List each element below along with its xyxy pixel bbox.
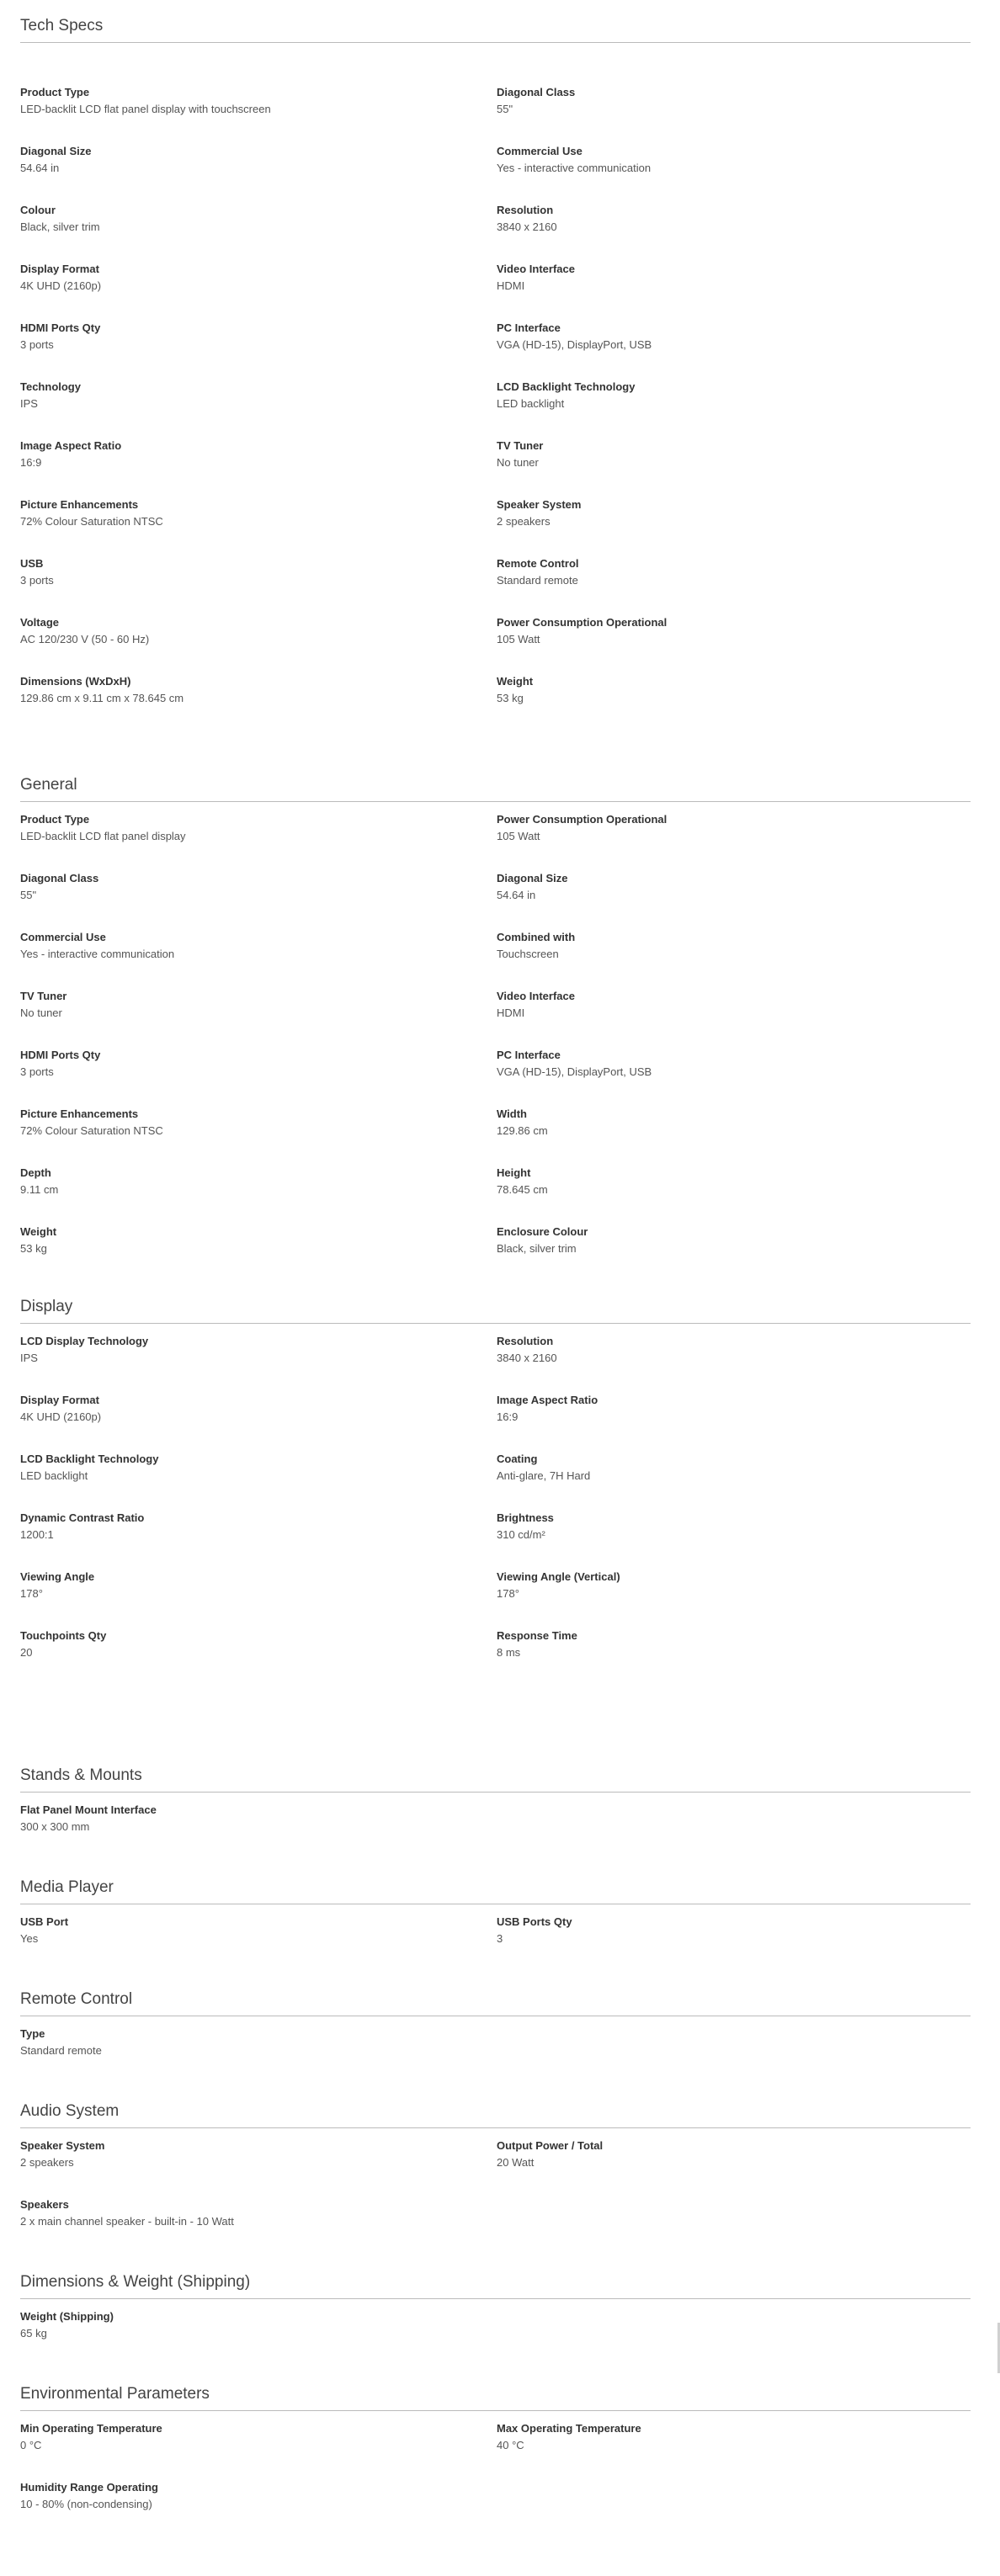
spec-item [497, 261, 951, 295]
spec-value: 178° [20, 1587, 43, 1600]
spec-item [20, 261, 475, 295]
spec-value: 1200:1 [20, 1528, 54, 1541]
spec-item [20, 202, 475, 236]
spec-item [497, 84, 951, 118]
spec-value: Anti-glare, 7H Hard [497, 1469, 591, 1482]
spec-item [20, 988, 475, 1022]
spec-value: 0 °C [20, 2439, 42, 2451]
spec-item [497, 202, 951, 236]
spec-label: Product Type [20, 86, 90, 98]
spec-label: Video Interface [497, 263, 575, 275]
spec-item [497, 673, 951, 707]
spec-value: 3 ports [20, 338, 54, 351]
spec-value: AC 120/230 V (50 - 60 Hz) [20, 633, 150, 645]
spec-label: Depth [20, 1166, 51, 1179]
spec-label: Type [20, 2027, 45, 2040]
spec-item [497, 870, 951, 904]
spec-value: 3 [497, 1932, 503, 1945]
section-title: Stands & Mounts [20, 1766, 142, 1784]
spec-value: 129.86 cm [497, 1124, 548, 1137]
spec-label: Display Format [20, 1394, 99, 1406]
spec-label: Touchpoints Qty [20, 1629, 107, 1642]
spec-label: Commercial Use [20, 931, 106, 943]
section-title: Dimensions & Weight (Shipping) [20, 2273, 251, 2291]
spec-item [497, 1106, 951, 1139]
spec-item [20, 1628, 475, 1661]
spec-label: Viewing Angle (Vertical) [497, 1570, 620, 1583]
spec-value: 16:9 [20, 456, 42, 469]
spec-value: 4K UHD (2160p) [20, 279, 102, 292]
spec-label: Response Time [497, 1629, 577, 1642]
spec-label: Image Aspect Ratio [20, 439, 122, 452]
spec-item [497, 1333, 951, 1367]
spec-label: Max Operating Temperature [497, 2422, 641, 2435]
spec-value: No tuner [497, 456, 539, 469]
spec-label: Speakers [20, 2198, 69, 2211]
spec-item [20, 1392, 475, 1426]
spec-label: Display Format [20, 263, 99, 275]
spec-value: 2 x main channel speaker - built-in - 10 Watt [20, 2215, 234, 2228]
section-divider [20, 1323, 971, 1324]
spec-value: 10 - 80% (non-condensing) [20, 2498, 152, 2510]
section-title: General [20, 776, 77, 794]
spec-label: Width [497, 1107, 527, 1120]
spec-value: 40 °C [497, 2439, 524, 2451]
section-title: Tech Specs [20, 17, 104, 35]
spec-item [497, 1392, 951, 1426]
spec-value: No tuner [20, 1006, 62, 1019]
spec-item [20, 1333, 475, 1367]
spec-label: Enclosure Colour [497, 1225, 588, 1238]
spec-item [497, 614, 951, 648]
spec-item [20, 1802, 475, 1835]
spec-value: 20 Watt [497, 2156, 535, 2169]
spec-label: Product Type [20, 813, 90, 826]
section-general [20, 773, 971, 1255]
spec-item [497, 1224, 951, 1257]
spec-value: HDMI [497, 1006, 525, 1019]
spec-value: 2 speakers [20, 2156, 74, 2169]
spec-value: 9.11 cm [20, 1183, 59, 1196]
spec-value: LED backlight [497, 397, 565, 410]
spec-label: Power Consumption Operational [497, 813, 668, 826]
spec-value: HDMI [497, 279, 525, 292]
spec-label: Diagonal Class [497, 86, 576, 98]
spec-item [20, 84, 475, 118]
spec-value: 129.86 cm x 9.11 cm x 78.645 cm [20, 692, 184, 704]
spec-item [20, 2308, 475, 2342]
spec-value: Black, silver trim [20, 220, 100, 233]
spec-label: Coating [497, 1453, 538, 1465]
spec-label: Colour [20, 204, 56, 216]
spec-value: Yes [20, 1932, 39, 1945]
spec-item [20, 2196, 475, 2230]
section-audio-system [20, 2099, 971, 2228]
spec-item [20, 929, 475, 963]
spec-label: Voltage [20, 616, 59, 629]
spec-label: HDMI Ports Qty [20, 321, 101, 334]
spec-item [20, 555, 475, 589]
spec-item [20, 870, 475, 904]
spec-label: USB Port [20, 1915, 69, 1928]
spec-value: 8 ms [497, 1646, 521, 1659]
spec-value: 3840 x 2160 [497, 1352, 557, 1364]
spec-item [20, 2138, 475, 2171]
spec-label: Commercial Use [497, 145, 582, 157]
spec-value: IPS [20, 397, 38, 410]
spec-label: Height [497, 1166, 531, 1179]
spec-label: Speaker System [497, 498, 582, 511]
spec-value: 178° [497, 1587, 519, 1600]
spec-label: USB [20, 557, 44, 570]
spec-item [497, 1914, 951, 1947]
section-title: Audio System [20, 2102, 120, 2120]
section-divider [20, 801, 971, 802]
spec-value: VGA (HD-15), DisplayPort, USB [497, 338, 652, 351]
spec-value: 3 ports [20, 1065, 54, 1078]
spec-value: 78.645 cm [497, 1183, 548, 1196]
spec-label: LCD Backlight Technology [497, 380, 636, 393]
spec-value: 72% Colour Saturation NTSC [20, 1124, 163, 1137]
spec-label: Dynamic Contrast Ratio [20, 1511, 145, 1524]
section-divider [20, 2298, 971, 2299]
section-remote-control [20, 1987, 971, 2057]
section-divider [20, 2410, 971, 2411]
spec-value: 72% Colour Saturation NTSC [20, 515, 163, 528]
spec-label: Humidity Range Operating [20, 2481, 158, 2494]
spec-label: Video Interface [497, 990, 575, 1002]
spec-item [497, 2420, 951, 2454]
spec-value: IPS [20, 1352, 38, 1364]
spec-label: LCD Backlight Technology [20, 1453, 159, 1465]
spec-value: 53 kg [20, 1242, 47, 1255]
spec-item [497, 555, 951, 589]
spec-value: Standard remote [20, 2044, 102, 2057]
spec-value: LED-backlit LCD flat panel display with touchscreen [20, 103, 271, 115]
section-title: Remote Control [20, 1990, 133, 2008]
spec-label: Remote Control [497, 557, 579, 570]
spec-value: 55" [497, 103, 513, 115]
spec-item [20, 673, 475, 707]
section-stands-mounts [20, 1763, 971, 1833]
spec-item [497, 320, 951, 353]
spec-item [20, 1510, 475, 1543]
spec-value: LED-backlit LCD flat panel display [20, 830, 186, 842]
spec-label: Dimensions (WxDxH) [20, 675, 131, 688]
section-display [20, 1294, 971, 1659]
spec-label: Technology [20, 380, 81, 393]
spec-item [20, 2479, 475, 2513]
section-title: Environmental Parameters [20, 2385, 210, 2403]
spec-value: VGA (HD-15), DisplayPort, USB [497, 1065, 652, 1078]
spec-item [497, 988, 951, 1022]
section-environmental-parameters [20, 2382, 971, 2510]
spec-item [497, 929, 951, 963]
spec-item [20, 614, 475, 648]
spec-item [497, 811, 951, 845]
spec-item [20, 2420, 475, 2454]
spec-value: Black, silver trim [497, 1242, 577, 1255]
spec-label: Weight (Shipping) [20, 2310, 114, 2323]
spec-item [497, 438, 951, 471]
spec-item [20, 497, 475, 530]
spec-label: Picture Enhancements [20, 1107, 139, 1120]
spec-value: 16:9 [497, 1410, 519, 1423]
spec-label: Diagonal Size [20, 145, 92, 157]
spec-label: Diagonal Size [497, 872, 568, 884]
spec-value: 55" [20, 889, 37, 901]
spec-label: TV Tuner [20, 990, 67, 1002]
spec-item [497, 2138, 951, 2171]
spec-label: Resolution [497, 1335, 554, 1347]
spec-value: Yes - interactive communication [497, 162, 652, 174]
spec-item [20, 379, 475, 412]
spec-label: TV Tuner [497, 439, 544, 452]
spec-item [497, 379, 951, 412]
spec-item [20, 1914, 475, 1947]
spec-item [20, 1451, 475, 1485]
spec-item [20, 1047, 475, 1081]
spec-label: Combined with [497, 931, 576, 943]
spec-value: Standard remote [497, 574, 578, 587]
spec-label: Weight [20, 1225, 57, 1238]
spec-item [20, 438, 475, 471]
spec-value: 4K UHD (2160p) [20, 1410, 102, 1423]
section-divider [20, 42, 971, 43]
spec-item [497, 1451, 951, 1485]
spec-item [20, 2026, 475, 2059]
spec-value: LED backlight [20, 1469, 88, 1482]
spec-label: USB Ports Qty [497, 1915, 572, 1928]
spec-label: PC Interface [497, 321, 561, 334]
spec-item [20, 1165, 475, 1198]
spec-label: Flat Panel Mount Interface [20, 1803, 157, 1816]
section-title: Display [20, 1298, 73, 1315]
spec-label: LCD Display Technology [20, 1335, 149, 1347]
spec-label: HDMI Ports Qty [20, 1049, 101, 1061]
spec-value: 65 kg [20, 2327, 47, 2340]
spec-label: Viewing Angle [20, 1570, 95, 1583]
spec-item [497, 1165, 951, 1198]
section-divider [20, 1792, 971, 1793]
spec-item [20, 1569, 475, 1602]
spec-value: 53 kg [497, 692, 524, 704]
section-title: Media Player [20, 1878, 114, 1896]
spec-item [20, 811, 475, 845]
spec-item [20, 143, 475, 177]
spec-value: 105 Watt [497, 633, 540, 645]
spec-label: Power Consumption Operational [497, 616, 668, 629]
spec-label: Weight [497, 675, 534, 688]
spec-label: Brightness [497, 1511, 554, 1524]
section-dimensions-weight-shipping [20, 2270, 971, 2340]
spec-value: 54.64 in [20, 162, 60, 174]
spec-value: 105 Watt [497, 830, 540, 842]
spec-item [497, 1628, 951, 1661]
spec-label: Output Power / Total [497, 2139, 604, 2152]
spec-value: 3 ports [20, 574, 54, 587]
spec-item [497, 1569, 951, 1602]
section-divider [20, 2127, 971, 2128]
spec-label: Image Aspect Ratio [497, 1394, 598, 1406]
spec-item [20, 1224, 475, 1257]
spec-label: Picture Enhancements [20, 498, 139, 511]
spec-label: PC Interface [497, 1049, 561, 1061]
spec-value: Yes - interactive communication [20, 948, 175, 960]
spec-item [20, 320, 475, 353]
spec-value: Touchscreen [497, 948, 559, 960]
spec-value: 310 cd/m² [497, 1528, 545, 1541]
spec-item [497, 1047, 951, 1081]
spec-label: Resolution [497, 204, 554, 216]
spec-item [20, 1106, 475, 1139]
spec-item [497, 143, 951, 177]
spec-label: Min Operating Temperature [20, 2422, 162, 2435]
spec-value: 20 [20, 1646, 33, 1659]
section-tech-specs [20, 13, 971, 704]
spec-value: 300 x 300 mm [20, 1820, 90, 1833]
spec-label: Diagonal Class [20, 872, 99, 884]
section-media-player [20, 1875, 971, 1945]
spec-label: Speaker System [20, 2139, 105, 2152]
spec-value: 54.64 in [497, 889, 536, 901]
spec-value: 3840 x 2160 [497, 220, 557, 233]
spec-value: 2 speakers [497, 515, 551, 528]
spec-item [497, 1510, 951, 1543]
spec-item [497, 497, 951, 530]
